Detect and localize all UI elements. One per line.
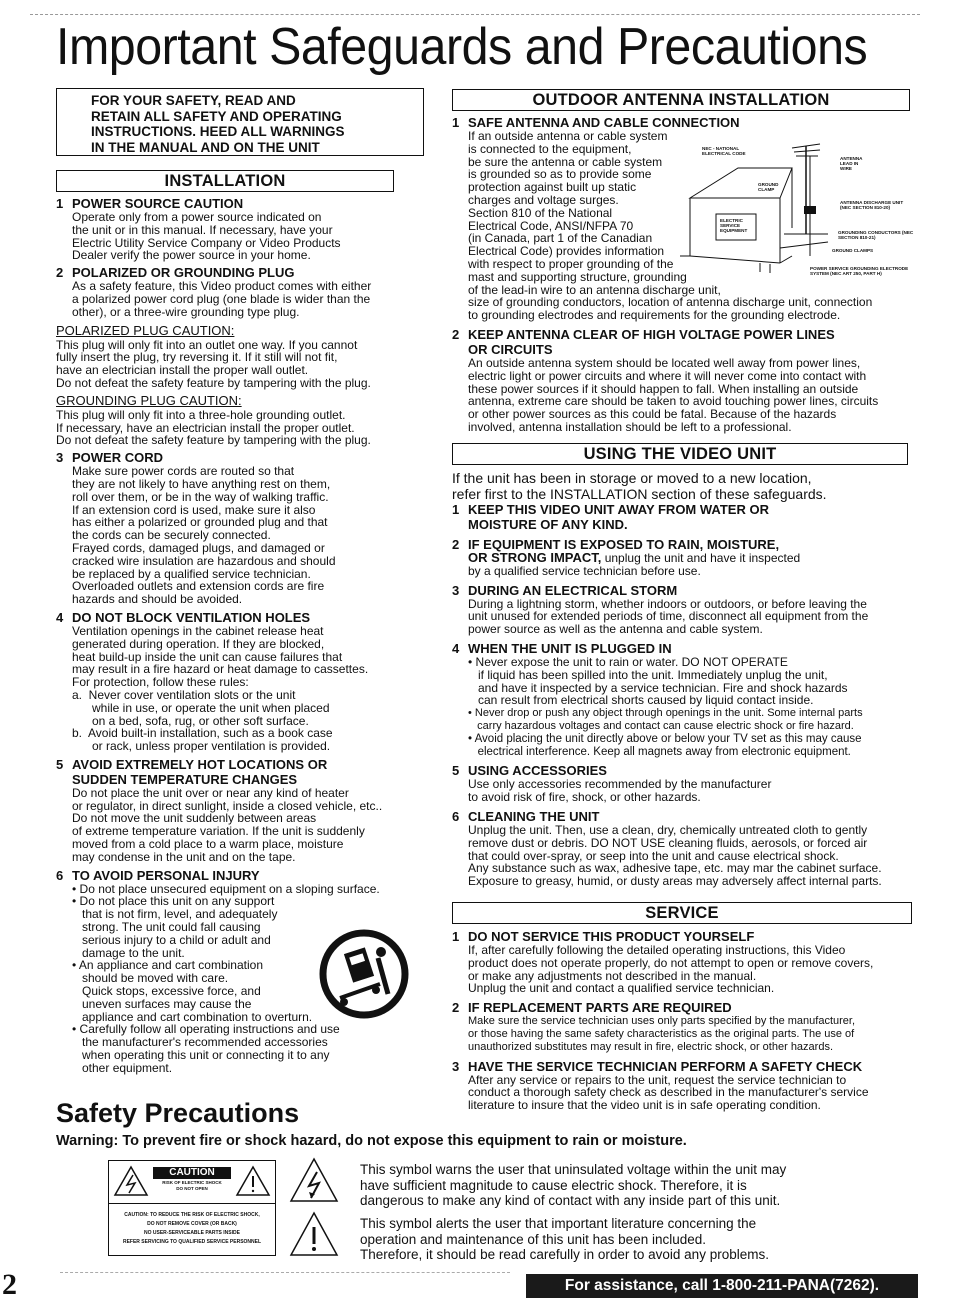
- section-title: 1 POWER SOURCE CAUTION: [56, 196, 244, 211]
- cart-tipover-icon: [318, 928, 410, 1020]
- section-title: 5 USING ACCESSORIES: [452, 763, 607, 779]
- section-title: 4 WHEN THE UNIT IS PLUGGED IN: [452, 640, 672, 656]
- installation-section: 1 POWER SOURCE CAUTION Operate only from a power source indicated on the unit or in this manual. If necessary, have your Electric Utility Service Company or Video Products Dealer verify the power source in your home. 2 POLARIZED OR GROUNDING PLUG As a safety feature, this Video product comes with either a polarized power cord plug (one blade is wider than the other), or a three-wire grounding type plug. POLARIZED PLUG CAUTION: This plug will only fit into an outlet one way. If you cannot fully insert the plug, try reversing it. If it still will not fit, have an electrician install the proper wall outlet. Do not defeat the safety feature by tampering with the plug. GROUNDING PLUG CAUTION: This plug will only fit into a three-hole grounding outlet. If necessary, have an electrician install the proper outlet. Do not defeat the safety feature by tampering with the plug. 3 POWER CORD Make sure power cords are routed so that they are not likely to have anything rest on them, roll over them, or be in the way of walking traffic. If an extension cord is used, make sure it also has either a polarized or grounded plug and that the cords can be securely connected. Frayed cords, damaged plugs, and damaged or cracked wire insulation are hazardous and should be replaced by a qualified service technician. Overloaded outlets and extension cords are fire hazards and should be avoided. 4 DO NOT BLOCK VENTILATION HOLES Ventilation openings in the cabinet release heat generated during operation. If they are blocked, heat build-up inside the unit can cause failures that may result in a fire hazard or heat damage to cassettes. For protection, follow these rules: a. Never cover ventilation slots or the unit while in use, or operate the unit when placed on a bed, sofa, rug, or other soft surface. b. Avoid built-in installation, such as a book case or rack, unless proper ventilation is provided. 5 AVOID EXTREMELY HOT LOCATIONS OR SUDDEN TEMPERATURE CHANGES Do not place the unit over or near any kind of heater or regulator, in direct sunlight, inside a closed vehicle, etc.. Do not move the unit suddenly between areas of extreme temperature variation. If the unit is suddenly moved from a cold place to a warm place, moisture may condense in the unit and on the tape. 6 TO AVOID PERSONAL INJURY • Do not place unsecured equipment on a sloping surface. • Do not place this unit on any support that is not firm, level, and adequately strong. The unit could fall causing serious injury to a child or adult and damage to the unit. • An appliance and cart combination should be moved with care. Quick stops, excessive force, and uneven surfaces may cause the appliance and cart combination to overturn. • Carefully follow all operating instructions and use the manufacturer's recommended accessories when operating this unit or connecting it to any other equipment.: [56, 196, 436, 1075]
- symbol1-text: This symbol warns the user that uninsulated voltage within the unit may have sufficient magnitude to cause electric shock. Therefore, it is dangerous to make any kind of contact with any inside part of this unit.: [360, 1162, 787, 1208]
- page-title: Important Safeguards and Precautions: [56, 18, 868, 76]
- electrode-label: POWER SERVICE GROUNDING ELECTRODE SYSTEM (NEC ART 250, PART H): [810, 266, 909, 276]
- caution-title: CAUTION: [153, 1167, 231, 1179]
- intro-warning-box: [56, 88, 424, 156]
- section-title: 2 KEEP ANTENNA CLEAR OF HIGH VOLTAGE POWER LINES: [452, 326, 835, 342]
- section-title: 1 SAFE ANTENNA AND CABLE CONNECTION: [452, 115, 740, 130]
- section-title: 1 KEEP THIS VIDEO UNIT AWAY FROM WATER OR: [452, 502, 769, 517]
- video-section: If the unit has been in storage or moved to a new location, refer first to the INSTALLATION section of these safeguards. 1 KEEP THIS VIDEO UNIT AWAY FROM WATER OR MOISTURE OF ANY KIND. 2 IF EQUIPMENT IS EXPOSED TO RAIN, MOISTURE, OR STRONG IMPACT, unplug the unit and have it inspected by a qualified service technician before use. 3 DURING AN ELECTRICAL STORM During a lightning storm, whether indoors or outdoors, or before leaving the unit unused for extended periods of time, disconnect all equipment from the power source as well as the antenna and cable system. 4 WHEN THE UNIT IS PLUGGED IN • Never expose the unit to rain or water. DO NOT OPERATE if liquid has been spilled into the unit. Immediately unplug the unit, and have it inspected by a service technician. Fire and shock hazards can result from electrical shorts caused by liquid contact inside. • Never drop or push any object through openings in the unit. Some internal parts carry hazardous voltages and contact can cause electric shock or fire hazard. • Avoid placing the unit directly above or below your TV set as this may cause electrical interference. Keep all magnets away from electronic equipment. 5 USING ACCESSORIES Use only accessories recommended by the manufacturer to avoid risk of fire, shock, or other hazards. 6 CLEANING THE UNIT Unplug the unit. Then, use a clean, dry, chemically untreated cloth to gently remove dust or debris. DO NOT USE cleaning fluids, aerosols, or forced air that could over-spray, or seep into the unit and cause electrical shock. Any substance such as wax, adhesive tape, etc. may mar the cabinet surface. Exposure to greasy, humid, or dusty areas may adversely affect internal parts.: [452, 471, 918, 888]
- section-title: 3 POWER CORD: [56, 450, 163, 466]
- section-title: 2 POLARIZED OR GROUNDING PLUG: [56, 265, 295, 281]
- section-title: 5 AVOID EXTREMELY HOT LOCATIONS OR: [56, 756, 328, 772]
- lightning-triangle-icon: [113, 1165, 149, 1197]
- intro-line: FOR YOUR SAFETY, READ AND: [91, 93, 296, 108]
- service-equipment-label: ELECTRIC SERVICE EQUIPMENT: [720, 218, 748, 233]
- using-video-unit-header: USING THE VIDEO UNIT: [452, 443, 908, 465]
- caution-sub2: DO NOT OPEN: [176, 1186, 208, 1191]
- page-number: 2: [2, 1268, 17, 1301]
- section-title: 2 IF EQUIPMENT IS EXPOSED TO RAIN, MOISTURE,: [452, 537, 780, 552]
- discharge-label: ANTENNA DISCHARGE UNIT (NEC SECTION 810-20): [840, 200, 904, 210]
- antenna-grounding-diagram: [680, 138, 916, 288]
- bottom-border: [60, 1272, 510, 1273]
- warning-line: Warning: To prevent fire or shock hazard, do not expose this equipment to rain or moisture.: [56, 1133, 687, 1149]
- exclamation-symbol-icon: [288, 1210, 340, 1258]
- section-title: 2 IF REPLACEMENT PARTS ARE REQUIRED: [452, 1000, 732, 1016]
- service-header: SERVICE: [452, 902, 912, 924]
- conductors-label: GROUNDING CONDUCTORS (NEC SECTION 810-21): [838, 230, 914, 240]
- assistance-footer: For assistance, call 1-800-211-PANA(7262).: [526, 1274, 918, 1298]
- polarized-caution-title: POLARIZED PLUG CAUTION:: [56, 322, 235, 338]
- caution-label: [108, 1160, 276, 1256]
- antenna-section: 1 SAFE ANTENNA AND CABLE CONNECTION If an outside antenna or cable system is connected to the equipment, be sure the antenna or cable system is grounded so as to provide some protection against built up static charges and voltage surges. Section 810 of the National Electrical Code, ANSI/NFPA 70 (in Canada, part 1 of the Canadian Electrical Code) provides information with respect to proper grounding of the mast and supporting structure, grounding of the lead-in wire to an antenna discharge unit, size of grounding conductors, location of antenna discharge unit, connection to grounding electrodes and requirements for the grounding electrode. 2 KEEP ANTENNA CLEAR OF HIGH VOLTAGE POWER LINES OR CIRCUITS An outside antenna system should be located well away from power lines, electric light or power circuits and where it will never come into contact with these power sources if it should happen to fall. When installing an outside antenna, extreme care should be taken to avoid touching power lines, circuits or other power sources as this could be fatal. Because of the hazards involved, antenna installation should be left to a professional.: [452, 115, 918, 434]
- exclamation-triangle-icon: [235, 1165, 271, 1197]
- nec-label: NEC - NATIONAL ELECTRICAL CODE: [702, 146, 746, 156]
- intro-line: RETAIN ALL SAFETY AND OPERATING: [91, 108, 342, 124]
- section-title: 6 CLEANING THE UNIT: [452, 808, 600, 824]
- intro-line: INSTRUCTIONS. HEED ALL WARNINGS: [91, 124, 345, 139]
- lead-in-label: ANTENNA LEAD IN WIRE: [840, 156, 863, 171]
- top-border: [30, 14, 920, 15]
- safety-precautions-title: Safety Precautions: [56, 1098, 300, 1128]
- intro-line: IN THE MANUAL AND ON THE UNIT: [91, 139, 320, 155]
- service-section: 1 DO NOT SERVICE THIS PRODUCT YOURSELF If, after carefully following the detailed operating instructions, this Video product does not operate properly, do not attempt to open or remove covers, or make any adjustments not described in the manual. Unplug the unit and contact a qualified service technician. 2 IF REPLACEMENT PARTS ARE REQUIRED Make sure the service technician uses only parts specified by the manufacturer, or those having the same safety characteristics as the original parts. The use of unauthorized substitutes may result in fire, electric shock, or other hazards. 3 HAVE THE SERVICE TECHNICIAN PERFORM A SAFETY CHECK After any service or repairs to the unit, request the service technician to conduct a thorough safety check as described in the manufacturer's service literature to insure that the video unit is in safe operating condition.: [452, 929, 918, 1112]
- symbol2-text: This symbol alerts the user that important literature concerning the operation and maintenance of this unit has been included. Therefore, it should be read carefully in order to avoid any problems.: [360, 1216, 769, 1262]
- caution-sub1: RISK OF ELECTRIC SHOCK: [162, 1180, 222, 1185]
- grounding-caution-title: GROUNDING PLUG CAUTION:: [56, 392, 242, 408]
- installation-header: INSTALLATION: [56, 170, 394, 192]
- clamps-label: GROUND CLAMPS: [832, 248, 874, 253]
- section-title: 3 HAVE THE SERVICE TECHNICIAN PERFORM A SAFETY CHECK: [452, 1058, 863, 1074]
- section-title: 1 DO NOT SERVICE THIS PRODUCT YOURSELF: [452, 929, 755, 944]
- section-title: 3 DURING AN ELECTRICAL STORM: [452, 582, 678, 598]
- caution-text: CAUTION: TO REDUCE THE RISK OF ELECTRIC SHOCK, DO NOT REMOVE COVER (OR BACK) NO USER-SERVICEABLE PARTS INSIDE REFER SERVICING TO QUALIFIED SERVICE PERSONNEL: [122, 1212, 262, 1245]
- lightning-bolt-symbol-icon: [288, 1156, 340, 1204]
- outdoor-antenna-header: OUTDOOR ANTENNA INSTALLATION: [452, 89, 910, 111]
- ground-clamp-label: GROUND CLAMP: [758, 182, 779, 192]
- section-title: 6 TO AVOID PERSONAL INJURY: [56, 867, 260, 883]
- caution-divider: [109, 1203, 275, 1204]
- section-title: 4 DO NOT BLOCK VENTILATION HOLES: [56, 609, 311, 625]
